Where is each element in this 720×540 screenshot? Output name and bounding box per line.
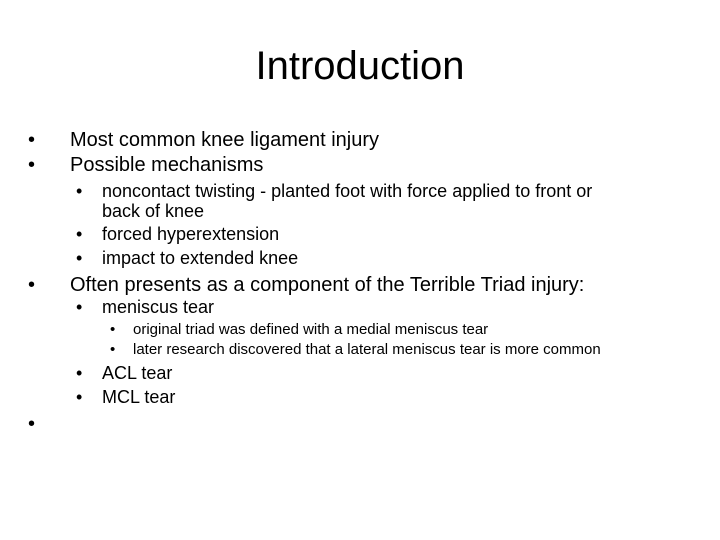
bullet-icon: •: [28, 274, 36, 296]
bullet-text: later research discovered that a lateral meniscus tear is more common: [133, 341, 601, 358]
bullet-icon: •: [110, 321, 116, 338]
bullet-item: [28, 128, 380, 152]
bullet-item: [28, 273, 585, 297]
bullet-text: Often presents as a component of the Terrible Triad injury:: [70, 274, 585, 296]
bullet-icon: •: [28, 413, 36, 435]
bullet-icon: •: [76, 297, 83, 317]
bullet-text: meniscus tear: [102, 297, 215, 317]
sub-bullet-item: [76, 387, 176, 407]
sub-bullet-item: [76, 224, 280, 244]
bullet-icon: •: [76, 363, 83, 383]
bullet-text: original triad was defined with a medial meniscus tear: [133, 321, 489, 338]
bullet-text: MCL tear: [102, 387, 176, 407]
bullet-text: Most common knee ligament injury: [70, 129, 380, 151]
sub-bullet-item: [76, 248, 299, 268]
bullet-icon: •: [76, 248, 83, 268]
bullet-icon: •: [76, 224, 83, 244]
bullet-text: forced hyperextension: [102, 224, 280, 244]
bullet-icon: •: [28, 154, 36, 176]
bullet-icon: •: [76, 181, 83, 201]
bullet-text: Possible mechanisms: [70, 154, 264, 176]
bullet-text-line-2: back of knee: [102, 201, 205, 221]
bullet-text: impact to extended knee: [102, 248, 299, 268]
bullet-text: ACL tear: [102, 363, 173, 383]
bullet-text-line-1: noncontact twisting - planted foot with force applied to front or: [102, 181, 593, 201]
bullet-icon: •: [110, 341, 116, 358]
sub-sub-bullet-item: [110, 321, 489, 339]
sub-sub-bullet-item: [110, 341, 601, 359]
bullet-icon: •: [28, 129, 36, 151]
bullet-icon: •: [76, 387, 83, 407]
bullet-item: [28, 153, 264, 177]
sub-bullet-item: [76, 297, 215, 317]
sub-bullet-item: [76, 363, 173, 383]
sub-bullet-item: [76, 181, 677, 221]
slide-title: Introduction: [255, 44, 465, 88]
